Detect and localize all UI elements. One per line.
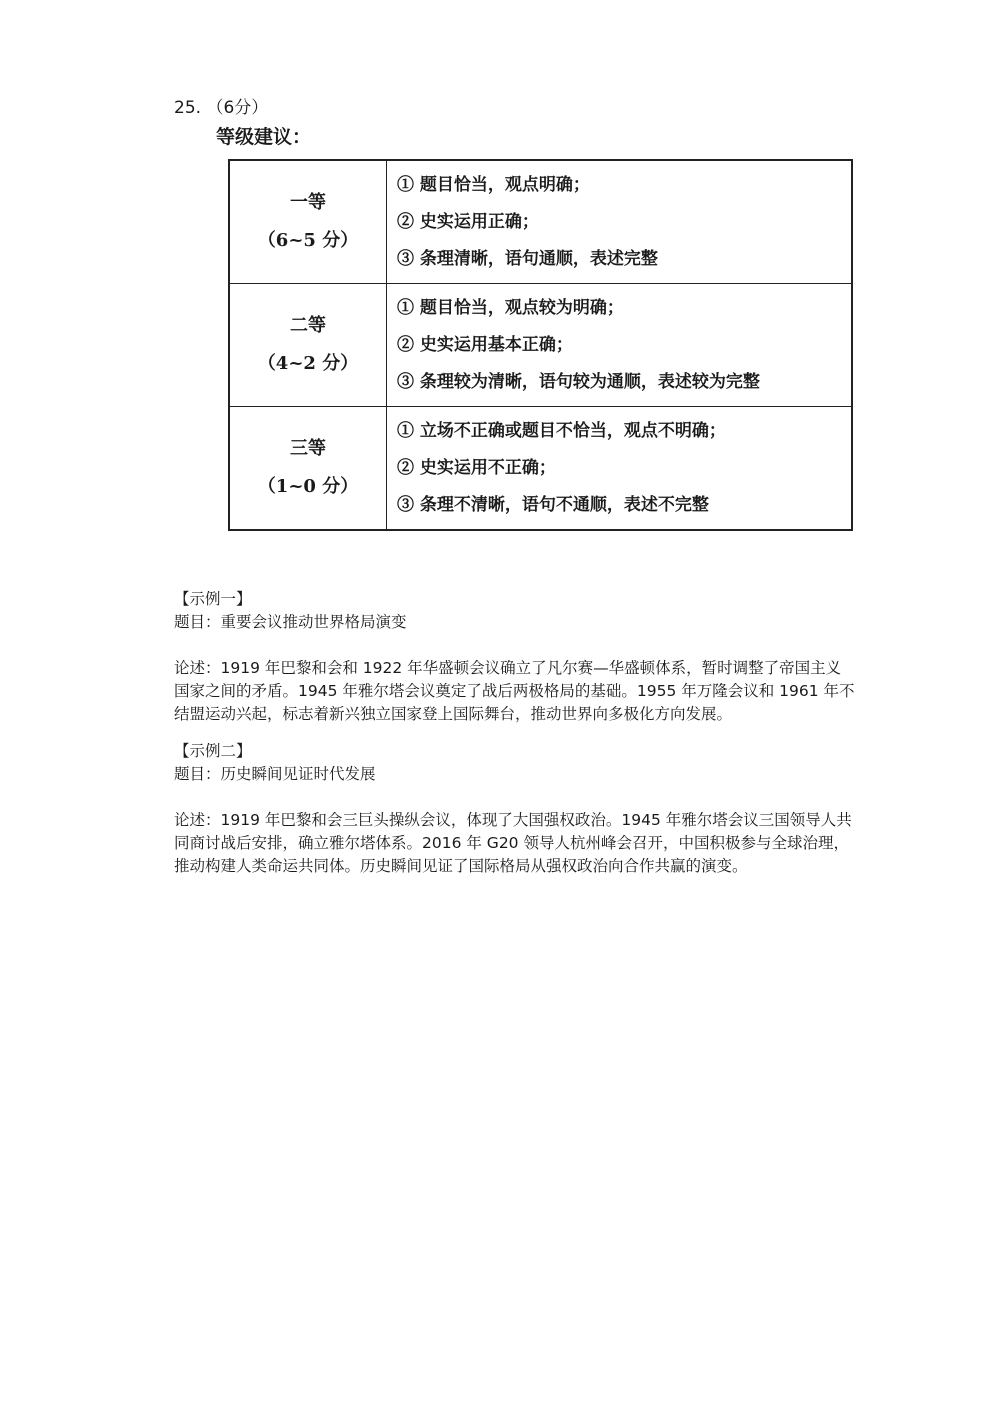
grade-level-range: （1~0 分）	[257, 476, 359, 497]
example-topic: 题目：历史瞬间见证时代发展	[174, 765, 376, 783]
criterion: ② 史实运用正确；	[397, 211, 539, 232]
grade-level-range: （4~2 分）	[257, 353, 359, 374]
criterion: ② 史实运用不正确；	[397, 457, 556, 478]
example-two	[174, 740, 934, 878]
grade-criteria-cell	[387, 407, 851, 529]
grade-table	[228, 159, 853, 531]
criterion: ③ 条理清晰，语句通顺，表述完整	[397, 248, 658, 269]
example-one	[174, 588, 934, 726]
grade-row-first	[230, 161, 851, 284]
grade-level-cell	[230, 284, 387, 406]
grade-level-name: 三等	[290, 438, 326, 459]
criterion: ① 题目恰当，观点较为明确；	[397, 297, 624, 318]
example-argument-line: 推动构建人类命运共同体。历史瞬间见证了国际格局从强权政治向合作共赢的演变。	[174, 857, 748, 875]
grade-row-third	[230, 407, 851, 529]
example-argument-line: 论述：1919 年巴黎和会三巨头操纵会议，体现了大国强权政治。1945 年雅尔塔会议三国领导人共	[174, 811, 852, 829]
example-argument-line: 同商讨战后安排，确立雅尔塔体系。2016 年 G20 领导人杭州峰会召开，中国积极参与全球治理，	[174, 834, 849, 852]
example-argument-line: 国家之间的矛盾。1945 年雅尔塔会议奠定了战后两极格局的基础。1955 年万隆会议和 1961 年不	[174, 682, 855, 700]
criterion: ① 立场不正确或题目不恰当，观点不明确；	[397, 420, 726, 441]
grade-level-name: 二等	[290, 315, 326, 336]
criterion: ③ 条理较为清晰，语句较为通顺，表述较为完整	[397, 371, 760, 392]
criterion: ① 题目恰当，观点明确；	[397, 174, 590, 195]
grade-level-cell	[230, 161, 387, 283]
grade-level-cell	[230, 407, 387, 529]
grade-level-name: 一等	[290, 192, 326, 213]
grade-level-range: （6~5 分）	[257, 230, 359, 251]
criterion: ② 史实运用基本正确；	[397, 334, 573, 355]
example-topic: 题目：重要会议推动世界格局演变	[174, 613, 407, 631]
example-label: 【示例一】	[174, 590, 252, 608]
question-header: 25. （6分）	[174, 98, 269, 118]
example-label: 【示例二】	[174, 742, 252, 760]
grade-row-second	[230, 284, 851, 407]
grade-criteria-cell	[387, 161, 851, 283]
example-argument-line: 结盟运动兴起，标志着新兴独立国家登上国际舞台，推动世界向多极化方向发展。	[174, 705, 733, 723]
criterion: ③ 条理不清晰，语句不通顺，表述不完整	[397, 494, 709, 515]
example-argument-line: 论述：1919 年巴黎和会和 1922 年华盛顿会议确立了凡尔赛—华盛顿体系，暂时调整了帝国主义	[174, 659, 842, 677]
grade-suggestion-title: 等级建议：	[216, 126, 312, 148]
grade-criteria-cell	[387, 284, 851, 406]
